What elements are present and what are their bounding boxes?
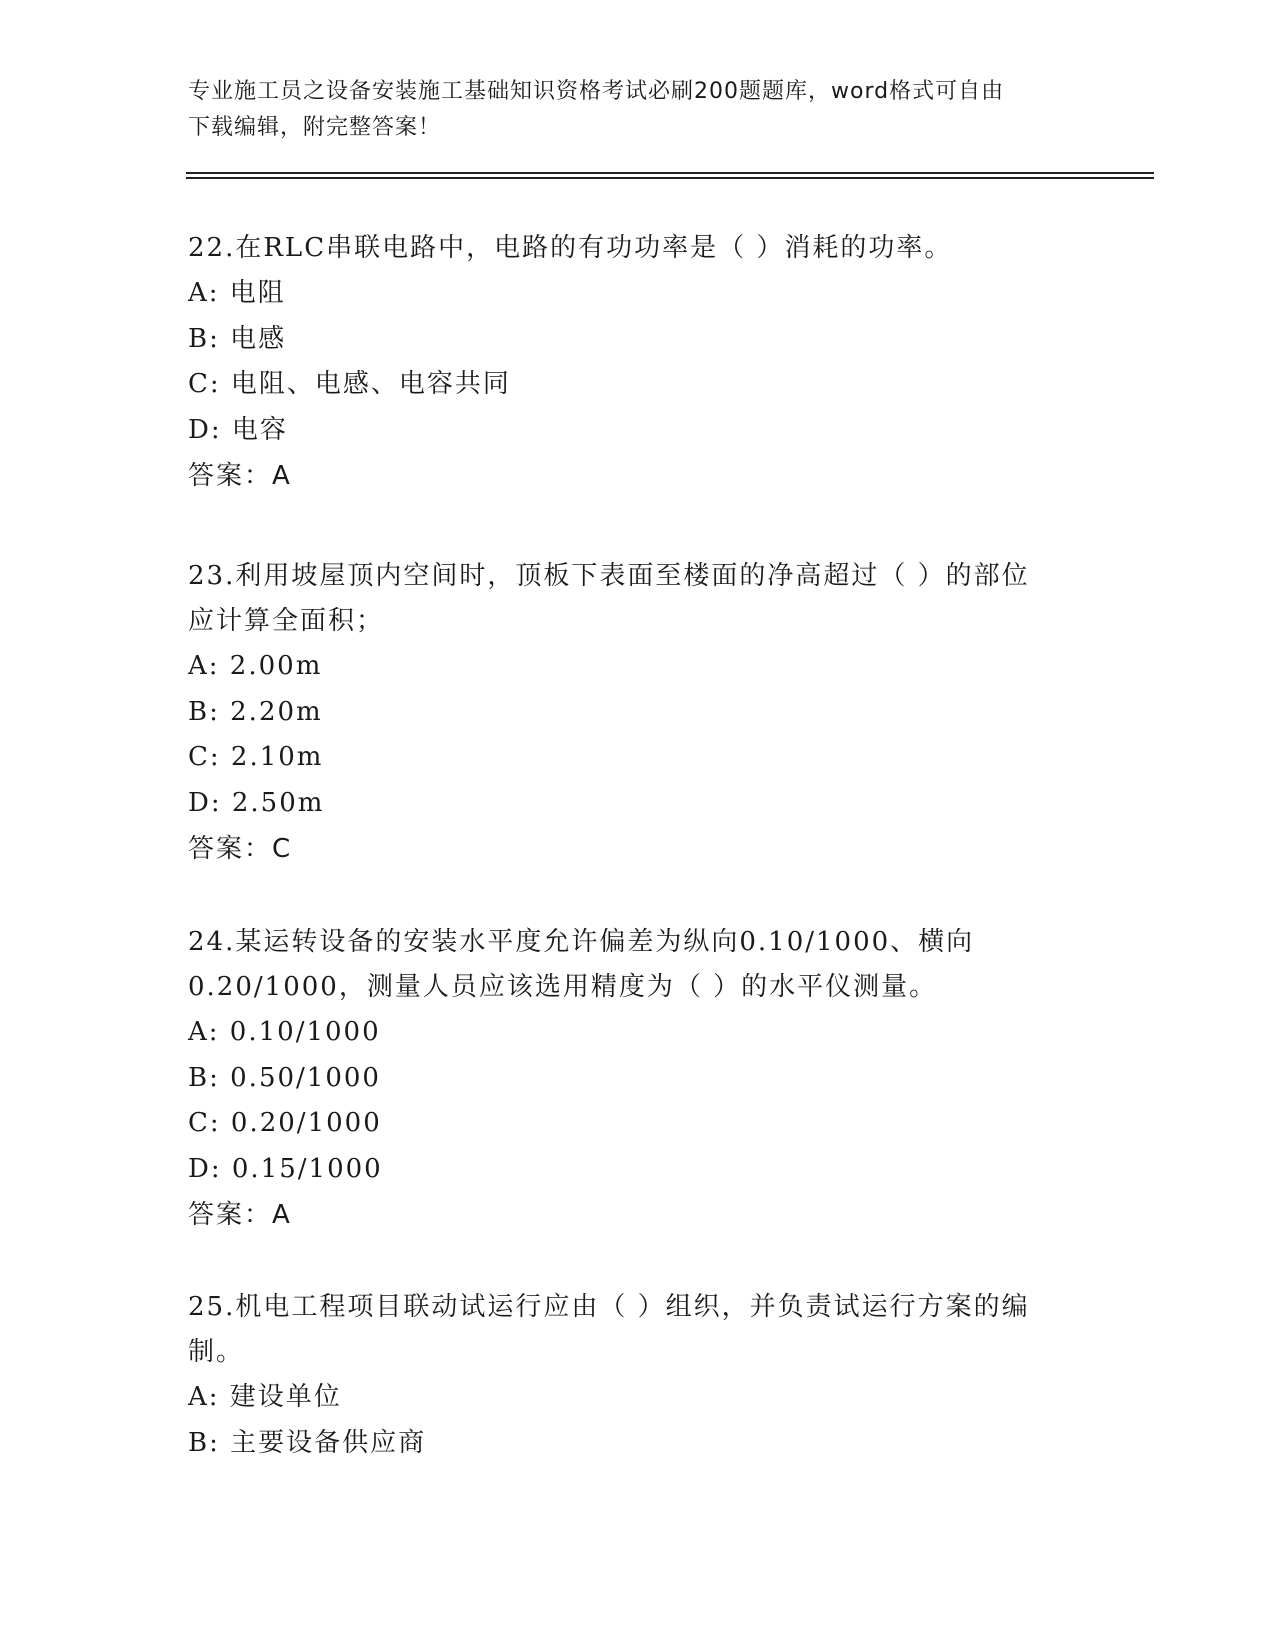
header-title-line-2: 下载编辑，附完整答案！ xyxy=(188,115,442,140)
option-c: C: 2.10m xyxy=(188,742,324,772)
answer: 答案：A xyxy=(188,1200,292,1230)
option-c: C: 0.20/1000 xyxy=(188,1108,382,1138)
question-22 xyxy=(188,226,1088,499)
question-text-continued: 0.20/1000，测量人员应该选用精度为（ ）的水平仪测量。 xyxy=(188,972,938,1002)
option-a: A: 0.10/1000 xyxy=(188,1017,381,1047)
question-text: 22.在RLC串联电路中，电路的有功功率是（ ）消耗的功率。 xyxy=(188,233,953,263)
option-d: D: 2.50m xyxy=(188,787,325,818)
option-d: D: 电容 xyxy=(188,414,288,445)
option-a: A: 电阻 xyxy=(188,278,286,308)
question-text: 23.利用坡屋顶内空间时，顶板下表面至楼面的净高超过（ ）的部位 xyxy=(188,561,1030,591)
option-b: B: 电感 xyxy=(188,323,287,354)
question-text-continued: 制。 xyxy=(188,1337,245,1367)
question-text: 24.某运转设备的安装水平度允许偏差为纵向0.10/1000、横向 xyxy=(188,927,975,957)
option-a: A: 2.00m xyxy=(188,651,323,681)
question-text-continued: 应计算全面积； xyxy=(188,606,385,636)
option-b: B: 主要设备供应商 xyxy=(188,1427,427,1458)
question-text: 25.机电工程项目联动试运行应由（ ）组织，并负责试运行方案的编 xyxy=(188,1292,1030,1322)
option-d: D: 0.15/1000 xyxy=(188,1153,383,1184)
question-25 xyxy=(188,1285,1088,1466)
question-23 xyxy=(188,554,1088,872)
question-24 xyxy=(188,920,1088,1238)
header-title-line-1: 专业施工员之设备安装施工基础知识资格考试必刷200题题库，word格式可自由 xyxy=(188,79,1005,104)
document-header xyxy=(188,74,1068,146)
answer: 答案：A xyxy=(188,461,292,491)
option-a: A: 建设单位 xyxy=(188,1382,342,1412)
option-b: B: 0.50/1000 xyxy=(188,1062,381,1093)
option-b: B: 2.20m xyxy=(188,696,323,727)
option-c: C: 电阻、电感、电容共同 xyxy=(188,369,511,399)
header-divider-bottom xyxy=(186,177,1154,179)
answer: 答案：C xyxy=(188,834,293,864)
header-divider-top xyxy=(186,172,1154,174)
